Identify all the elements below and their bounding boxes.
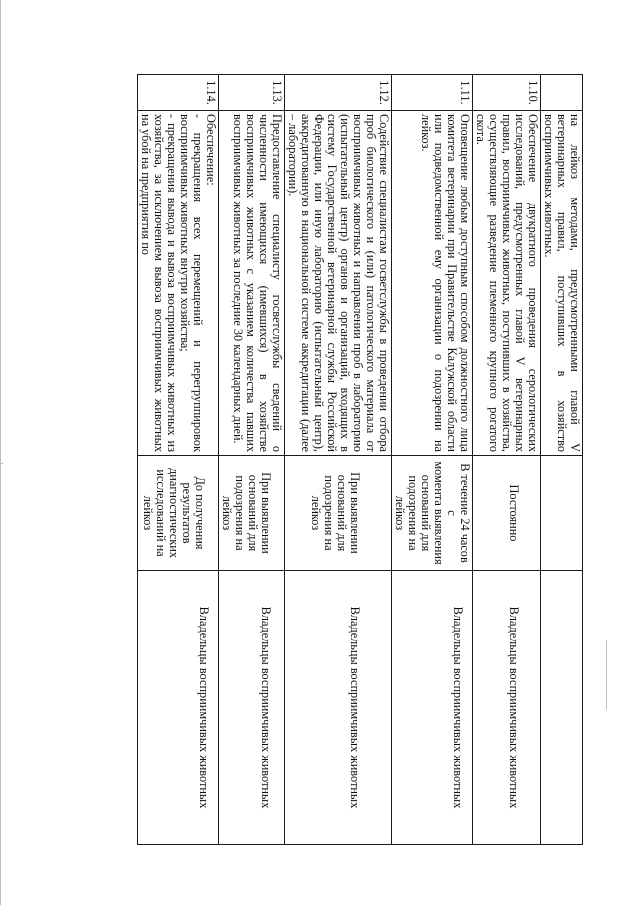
- responsible-text: Владельцы восприимчивых животных: [392, 571, 473, 845]
- row-number: 1.13.: [219, 75, 285, 111]
- deadline-line: подозрения на лейкоз: [309, 475, 336, 551]
- deadline-line: диагностических: [167, 468, 181, 558]
- row-number: 1.12.: [285, 75, 392, 111]
- deadline-text: [285, 456, 392, 571]
- table-row: [541, 75, 583, 845]
- deadline-line: оснований для: [246, 474, 260, 552]
- deadline-line: До получения: [193, 476, 207, 550]
- table-row: [219, 75, 285, 845]
- deadline-line: подозрения на лейкоз: [393, 475, 420, 551]
- measure-text: Оповещение любым доступным способом должностного лица комитета ветеринарии при Правительстве Калужской области или подведомственной ему организации о подозрении на лейкоз.: [392, 111, 473, 456]
- measure-text: Обеспечение двукратного проведения серологических исследований, предусмотренных главой V ветеринарных правил, восприимчивых животных, поступивших в хозяйства, осуществляющие разведение племенного крупного рогатого скота.: [473, 111, 541, 456]
- deadline-line: При выявлении: [348, 472, 362, 554]
- measure-line: - прекращения всех перемещений и перегруппировок восприимчивых животных внутри хозяйства;: [178, 114, 205, 452]
- table-row: [473, 75, 541, 845]
- row-number: [541, 75, 583, 111]
- table-row: [285, 75, 392, 845]
- responsible-text: Владельцы восприимчивых животных: [138, 571, 219, 845]
- deadline-text: [219, 456, 285, 571]
- measure-text: [138, 111, 219, 456]
- deadline-line: момента выявления: [432, 461, 446, 565]
- deadline-line: подозрения на лейкоз: [220, 475, 247, 551]
- deadline-text: [392, 456, 473, 571]
- measures-table: [137, 74, 583, 845]
- responsible-text: Владельцы восприимчивых животных: [285, 571, 392, 845]
- deadline-line: оснований для: [419, 474, 433, 552]
- responsible-text: Владельцы восприимчивых животных: [219, 571, 285, 845]
- measure-text: Содействие специалистам госветслужбы в проведении отбора проб биологического и (или) патологического материала от восприимчивых животных и направлении проб в лабораторию (испытательный центр) органов и организаций, входящих в систему Государственной ветеринарной службы Российской Федерации, или иную лабораторию (испытательный центр), аккредитованную в национальной системе аккредитации (далее – лаборатории).: [285, 111, 392, 456]
- row-number: 1.10.: [473, 75, 541, 111]
- deadline-text: [138, 456, 219, 571]
- table-row: [138, 75, 219, 845]
- measure-line: - прекращения вывода и вывоза восприимчивых животных из хозяйства, за исключением вывоза восприимчивых животных на убой на предприятия по: [139, 114, 179, 452]
- deadline-line: При выявлении: [259, 472, 273, 554]
- deadline-line: результатов: [180, 482, 194, 544]
- deadline-line: В течение 24 часов с: [445, 463, 472, 563]
- row-number: 1.11.: [392, 75, 473, 111]
- deadline-line: исследований на лейкоз: [141, 469, 168, 557]
- responsible-text: Владельцы восприимчивых животных: [473, 571, 541, 845]
- deadline-text: [541, 456, 583, 571]
- deadline-line: оснований для: [335, 474, 349, 552]
- measure-text: Предоставление специалисту госветслужбы сведений о численности имеющихся (имевшихся) в хозяйстве восприимчивых животных с указанием количества павших восприимчивых животных за последние 30 календарных дней.: [219, 111, 285, 456]
- measure-line: Обеспечение:: [204, 114, 218, 186]
- deadline-text: Постоянно: [473, 456, 541, 571]
- row-number: 1.14.: [138, 75, 219, 111]
- measure-text: на лейкоз методами, предусмотренными главой V ветеринарных правил, поступивших в хозяйство восприимчивых животных.: [541, 111, 583, 456]
- responsible-text: [541, 571, 583, 845]
- table-row: [392, 75, 473, 845]
